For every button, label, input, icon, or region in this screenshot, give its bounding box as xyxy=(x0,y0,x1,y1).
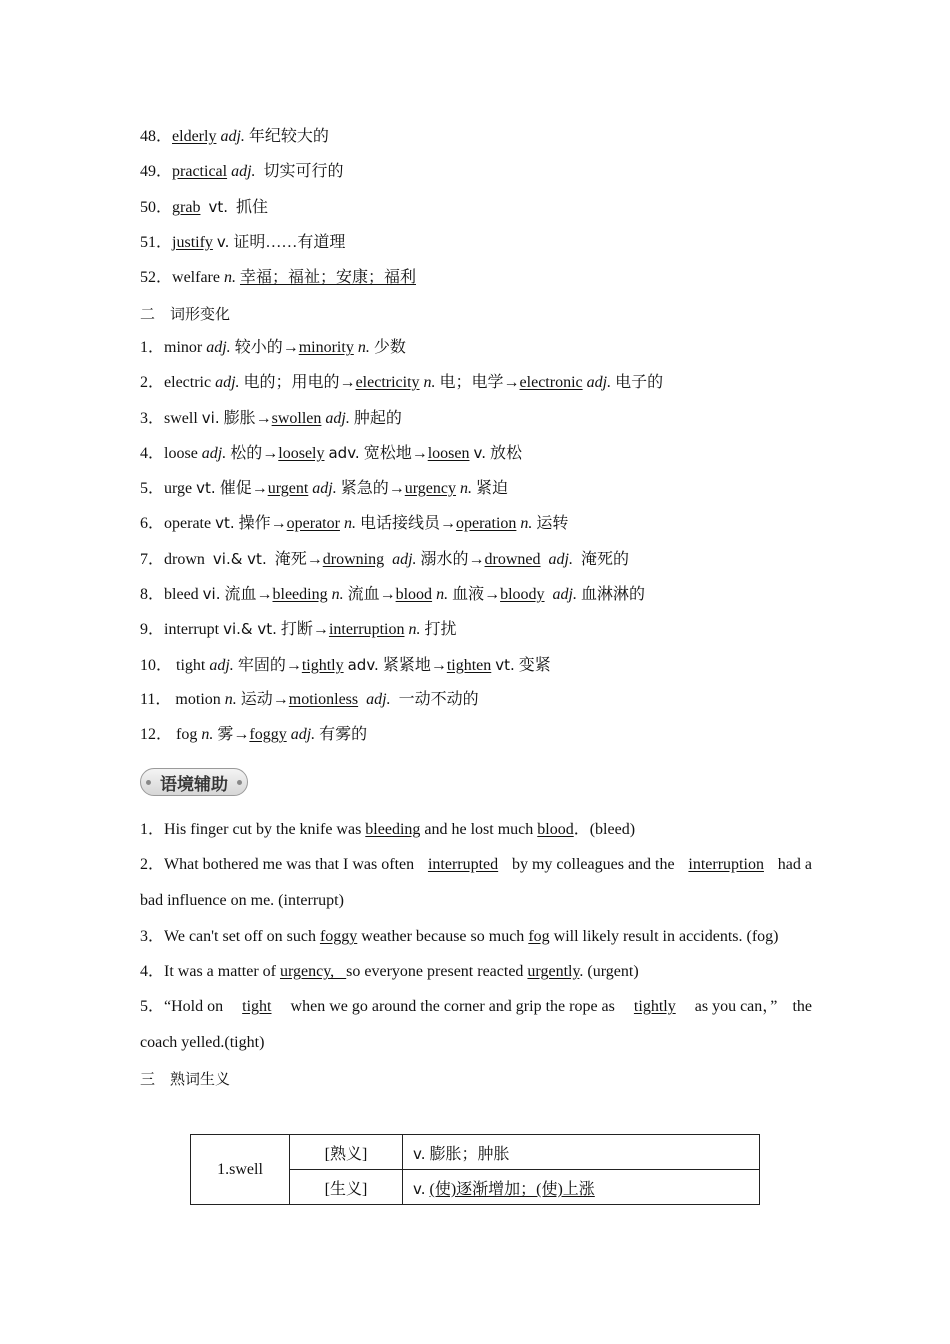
text-segment: will likely result in accidents. (fog) xyxy=(549,928,779,945)
text-segment: 紧急的→ xyxy=(336,480,405,497)
text-segment: 雾→ xyxy=(213,726,250,743)
text-segment: 变紧 xyxy=(514,657,551,674)
text-segment: 肿起的 xyxy=(349,410,402,427)
text-segment: 淹死的 xyxy=(572,551,629,568)
part-of-speech: adj. xyxy=(548,551,573,568)
section-heading-familiar-words: 三 熟词生义 xyxy=(140,1070,231,1088)
part-of-speech: vt. xyxy=(215,514,235,532)
text-segment: urge xyxy=(164,480,197,497)
text-segment: 运动→ xyxy=(236,691,289,708)
text-segment: 少数 xyxy=(369,339,406,356)
answer-word: motionless xyxy=(288,691,359,708)
text-segment xyxy=(358,691,366,708)
part-of-speech: n. xyxy=(224,691,237,708)
form-item: 6．operate vt. 操作→operator n. 电话接线员→operation n. 运转 xyxy=(140,514,569,532)
answer-word: foggy xyxy=(249,726,287,743)
vocab-item: 51．justify v. 证明……有道理 xyxy=(140,233,346,251)
text-segment: electric xyxy=(164,374,216,391)
part-of-speech: adj. xyxy=(201,445,227,462)
text-segment: 紧迫 xyxy=(472,480,509,497)
form-text xyxy=(164,410,402,427)
text-segment: ．(bleed) xyxy=(573,821,636,838)
answer-word: interruption xyxy=(688,856,764,873)
text-segment: 牢固的→ xyxy=(233,657,302,674)
text-segment: minor xyxy=(164,339,207,356)
part-of-speech: adv. xyxy=(347,656,379,674)
table-tag-cell: [熟义] xyxy=(290,1135,403,1170)
table-row xyxy=(191,1135,760,1170)
sentence-text xyxy=(164,928,778,945)
part-of-speech: adj. xyxy=(206,339,231,356)
part-of-speech: adj. xyxy=(312,480,337,497)
sentence-item xyxy=(140,855,812,911)
answer-word: tightly xyxy=(301,657,344,674)
table-word-cell: 1.swell xyxy=(191,1135,290,1205)
answer-word: drowned xyxy=(484,551,541,568)
text-segment: so everyone present reacted xyxy=(346,963,528,980)
sentence-item: 4．It was a matter of urgency, so everyone present reacted urgently. (urgent) xyxy=(140,963,639,980)
answer-word: electronic xyxy=(519,374,583,391)
part-of-speech: adj. xyxy=(392,551,417,568)
form-item: 9．interrupt vi.& vt. 打断→interruption n. 打扰 xyxy=(140,620,457,638)
answer-word: loosen xyxy=(427,445,470,462)
text-segment: bleed xyxy=(164,586,203,603)
part-of-speech: n. xyxy=(436,586,449,603)
text-segment xyxy=(541,551,549,568)
sentence-text xyxy=(164,963,639,980)
sentence-text xyxy=(140,855,812,875)
table-def-cell: v. (使)逐渐增加；(使)上涨 xyxy=(403,1170,760,1205)
answer-word: loosely xyxy=(278,445,325,462)
text-segment: 电的；用电的→ xyxy=(239,374,356,391)
text-segment: 血淋淋的 xyxy=(576,586,645,603)
form-item: 2．electric adj. 电的；用电的→electricity n. 电；电学→electronic adj. 电子的 xyxy=(140,374,664,391)
answer-word: urgently xyxy=(527,963,580,980)
text-segment: 溺水的→ xyxy=(416,551,485,568)
part-of-speech: n. xyxy=(201,726,214,743)
text-segment: 流血→ xyxy=(343,586,396,603)
answer-word: electricity xyxy=(355,374,420,391)
form-item: 10． tight adj. 牢固的→tightly adv. 紧紧地→tighten vt. 变紧 xyxy=(140,656,551,674)
text-segment: It was a matter of xyxy=(164,963,280,980)
form-item: 12． fog n. 雾→foggy adj. 有雾的 xyxy=(140,726,368,743)
part-of-speech: n. xyxy=(460,480,473,497)
text-segment: 电；电学→ xyxy=(435,374,520,391)
sentence-text xyxy=(140,997,812,1017)
answer-word: interruption xyxy=(328,621,405,638)
text-segment: the xyxy=(792,998,812,1015)
form-text xyxy=(171,691,478,708)
part-of-speech: v. xyxy=(473,444,486,462)
text-segment: 流血→ xyxy=(220,586,273,603)
sentence-line: coach yelled.(tight) xyxy=(140,1034,265,1051)
sentence-item: 1．His finger cut by the knife was bleeding and he lost much blood．(bleed) xyxy=(140,821,636,838)
sentence-text xyxy=(164,821,635,838)
text-segment: drown xyxy=(164,551,213,568)
text-segment: 电子的 xyxy=(611,374,664,391)
answer-word: operation xyxy=(455,515,517,532)
text-segment: 放松 xyxy=(485,445,522,462)
part-of-speech: n. xyxy=(331,586,344,603)
answer-word: urgent xyxy=(267,480,309,497)
sentence-line xyxy=(140,855,812,875)
text-segment xyxy=(384,551,392,568)
table-tag-cell: [生义] xyxy=(290,1170,403,1205)
part-of-speech: adj. xyxy=(325,410,350,427)
form-text xyxy=(164,515,568,532)
form-item: 11． motion n. 运动→motionless adj. 一动不动的 xyxy=(140,691,479,708)
sentence-item xyxy=(140,997,812,1053)
answer-word: bleeding xyxy=(365,821,421,838)
text-segment: 5．“Hold on xyxy=(140,998,228,1015)
answer-word: operator xyxy=(286,515,340,532)
text-segment: 宽松地→ xyxy=(359,445,428,462)
text-segment: when we go around the corner and grip the rope as xyxy=(286,998,619,1015)
text-segment: 紧紧地→ xyxy=(378,657,447,674)
text-segment: by my colleagues and the xyxy=(507,856,679,873)
meaning-table xyxy=(190,1134,760,1205)
answer-word: swollen xyxy=(271,410,322,427)
answer-word: urgency xyxy=(404,480,457,497)
form-text xyxy=(164,445,522,462)
text-segment: We can't set off on such xyxy=(164,928,320,945)
answer-word: tighten xyxy=(446,657,492,674)
answer-word: interrupted xyxy=(427,856,499,873)
context-aid-badge: 语境辅助 xyxy=(140,768,248,796)
form-text xyxy=(164,586,645,603)
answer-word: urgency, xyxy=(279,963,347,980)
part-of-speech: vi. xyxy=(201,409,220,427)
part-of-speech: adj. xyxy=(290,726,316,743)
answer-word: tightly xyxy=(633,998,676,1015)
text-segment: had a xyxy=(773,856,812,873)
text-segment: operate xyxy=(164,515,216,532)
text-segment: interrupt xyxy=(164,621,224,638)
form-text xyxy=(164,551,629,568)
answer-word: drowning xyxy=(322,551,385,568)
part-of-speech: n. xyxy=(520,515,533,532)
answer-word: foggy xyxy=(319,928,358,945)
answer-word: blood xyxy=(395,586,433,603)
table-def-cell: v. 膨胀；肿胀 xyxy=(403,1135,760,1170)
part-of-speech: n. xyxy=(408,621,421,638)
sentence-item: 3．We can't set off on such foggy weather because so much fog will likely result in accidents. (fog) xyxy=(140,928,779,945)
answer-word: blood xyxy=(537,821,574,838)
vocab-item: 50．grab vt. 抓住 xyxy=(140,198,268,216)
part-of-speech: vi.& vt. xyxy=(223,620,277,638)
text-segment: fog xyxy=(172,726,202,743)
text-segment: His finger cut by the knife was xyxy=(164,821,366,838)
text-segment: 有雾的 xyxy=(315,726,368,743)
form-item: 7．drown vi.& vt. 淹死→drowning adj. 溺水的→drowned adj. 淹死的 xyxy=(140,550,629,568)
part-of-speech: vt. xyxy=(196,479,216,497)
answer-word: tight xyxy=(242,998,272,1015)
part-of-speech: adj. xyxy=(586,374,612,391)
text-segment: 膨胀→ xyxy=(219,410,272,427)
part-of-speech: n. xyxy=(423,374,436,391)
text-segment: 打扰 xyxy=(420,621,457,638)
part-of-speech: adj. xyxy=(209,657,234,674)
text-segment: 电话接线员→ xyxy=(355,515,456,532)
vocab-item: 49．practical adj. 切实可行的 xyxy=(140,163,344,180)
text-segment xyxy=(545,586,553,603)
form-item: 5．urge vt. 催促→urgent adj. 紧急的→urgency n. 紧迫 xyxy=(140,479,509,497)
text-segment: motion xyxy=(171,691,225,708)
answer-word: bleeding xyxy=(272,586,328,603)
text-segment: 2．What bothered me was that I was often xyxy=(140,856,419,873)
text-segment: as you can，” xyxy=(690,998,778,1015)
form-text xyxy=(164,374,663,391)
form-text xyxy=(164,621,456,638)
part-of-speech: n. xyxy=(357,339,370,356)
vocab-item: 52．welfare n. 幸福；福祉；安康；福利 xyxy=(140,269,416,286)
form-item: 1．minor adj. 较小的→minority n. 少数 xyxy=(140,339,406,356)
text-segment: loose xyxy=(164,445,202,462)
text-segment: 催促→ xyxy=(215,480,268,497)
part-of-speech: n. xyxy=(343,515,356,532)
text-segment: weather because so much xyxy=(357,928,529,945)
text-segment: 松的→ xyxy=(226,445,279,462)
answer-word: minority xyxy=(298,339,354,356)
part-of-speech: vi.& vt. xyxy=(212,550,267,568)
answer-word: bloody xyxy=(500,586,545,603)
text-segment: 淹死→ xyxy=(266,551,323,568)
part-of-speech: adv. xyxy=(328,444,360,462)
text-segment: tight xyxy=(172,657,210,674)
form-item: 8．bleed vi. 流血→bleeding n. 流血→blood n. 血液→bloody adj. 血淋淋的 xyxy=(140,585,645,603)
sentence-line: bad influence on me. (interrupt) xyxy=(140,892,344,909)
part-of-speech: vt. xyxy=(495,656,515,674)
text-segment: 打断→ xyxy=(276,621,329,638)
vocab-item: 48．elderly adj. 年纪较大的 xyxy=(140,128,329,145)
answer-word: fog xyxy=(528,928,550,945)
text-segment: and he lost much xyxy=(420,821,538,838)
text-segment: 较小的→ xyxy=(230,339,299,356)
text-segment: swell xyxy=(164,410,202,427)
form-text xyxy=(164,339,406,356)
text-segment: 一动不动的 xyxy=(390,691,479,708)
part-of-speech: adj. xyxy=(552,586,577,603)
form-item: 4．loose adj. 松的→loosely adv. 宽松地→loosen v. 放松 xyxy=(140,444,522,462)
form-item: 3．swell vi. 膨胀→swollen adj. 肿起的 xyxy=(140,409,402,427)
form-text xyxy=(164,480,508,497)
section-heading-word-forms: 二 词形变化 xyxy=(140,305,231,323)
form-text xyxy=(172,726,367,743)
part-of-speech: vi. xyxy=(202,585,221,603)
text-segment: 操作→ xyxy=(234,515,287,532)
form-text xyxy=(172,657,551,674)
text-segment: 血液→ xyxy=(448,586,501,603)
part-of-speech: adj. xyxy=(215,374,240,391)
sentence-line xyxy=(140,997,812,1017)
part-of-speech: adj. xyxy=(366,691,391,708)
text-segment: 运转 xyxy=(532,515,569,532)
text-segment: . (urgent) xyxy=(579,963,639,980)
